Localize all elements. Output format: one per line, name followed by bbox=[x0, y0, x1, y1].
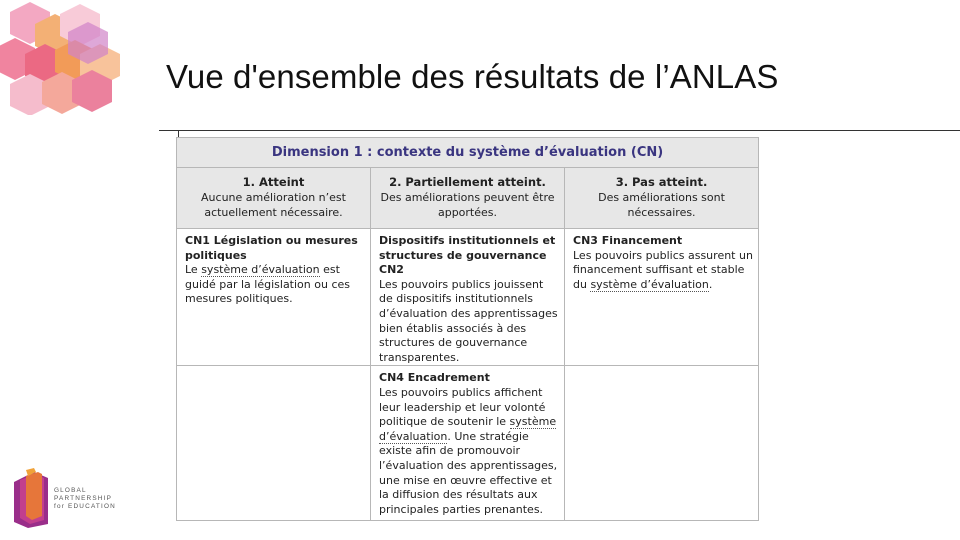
gpe-logo-text bbox=[54, 487, 116, 511]
cn4-cell bbox=[371, 366, 565, 521]
cn3-term: système d’évaluation bbox=[590, 277, 709, 291]
cn1-text-post: est guidé par la législation ou ces mesures politiques. bbox=[185, 263, 350, 306]
cn3-cell bbox=[565, 229, 759, 366]
cn1-heading: CN1 Législation ou mesures politiques bbox=[185, 234, 358, 262]
level-2-title: 2. Partiellement atteint. bbox=[389, 175, 546, 189]
cn1-term: système d’évaluation bbox=[201, 263, 320, 277]
cn4-text-pre: Les pouvoirs publics affichent leur leadership et leur volonté politique de soutenir le bbox=[379, 385, 546, 429]
cn1-text-pre: Le bbox=[185, 263, 202, 277]
cn3-heading: CN3 Financement bbox=[573, 234, 683, 247]
cn4-text-post: . Une stratégie existe afin de promouvoir l’évaluation des apprentissages, une mise en œuvre effective et la diffusion des résultats aux principales parties prenantes. bbox=[379, 429, 558, 516]
empty-cell-1 bbox=[177, 366, 371, 521]
level-3-title: 3. Pas atteint. bbox=[615, 175, 708, 189]
cn2-text: Les pouvoirs publics jouissent de dispositifs institutionnels d’évaluation des apprentissages bien établis associés à des structures de gouvernance transparentes. bbox=[379, 277, 558, 364]
title-divider bbox=[159, 130, 960, 131]
level-2-cell bbox=[371, 168, 565, 229]
empty-cell-2 bbox=[565, 366, 759, 521]
slide-title: Vue d'ensemble des résultats de l’ANLAS bbox=[166, 58, 779, 95]
gpe-line-1: GLOBAL bbox=[54, 487, 87, 494]
results-table bbox=[176, 137, 759, 521]
cn4-term: système d’évaluation bbox=[379, 415, 557, 443]
level-2-desc: Des améliorations peuvent être apportées. bbox=[380, 191, 555, 219]
divider-tick bbox=[178, 130, 179, 137]
cn3-text-pre: Les pouvoirs publics assurent un financement suffisant et stable du bbox=[573, 248, 753, 291]
table-header: Dimension 1 : contexte du système d’évaluation (CN) bbox=[177, 138, 759, 168]
cn2-heading: Dispositifs institutionnels et structures de gouvernance CN2 bbox=[379, 234, 556, 277]
level-1-desc: Aucune amélioration n’est actuellement nécessaire. bbox=[201, 191, 346, 219]
hexagon-pattern-icon bbox=[0, 0, 130, 115]
level-1-title: 1. Atteint bbox=[242, 175, 305, 189]
level-3-cell bbox=[565, 168, 759, 229]
gpe-line-2: PARTNERSHIP bbox=[54, 495, 113, 502]
cn3-text-post: . bbox=[708, 277, 713, 291]
cn2-cell bbox=[371, 229, 565, 366]
level-1-cell bbox=[177, 168, 371, 229]
gpe-line-3: for EDUCATION bbox=[54, 503, 116, 510]
level-3-desc: Des améliorations sont nécessaires. bbox=[598, 191, 725, 219]
cn1-cell bbox=[177, 229, 371, 366]
cn4-heading: CN4 Encadrement bbox=[379, 371, 490, 385]
